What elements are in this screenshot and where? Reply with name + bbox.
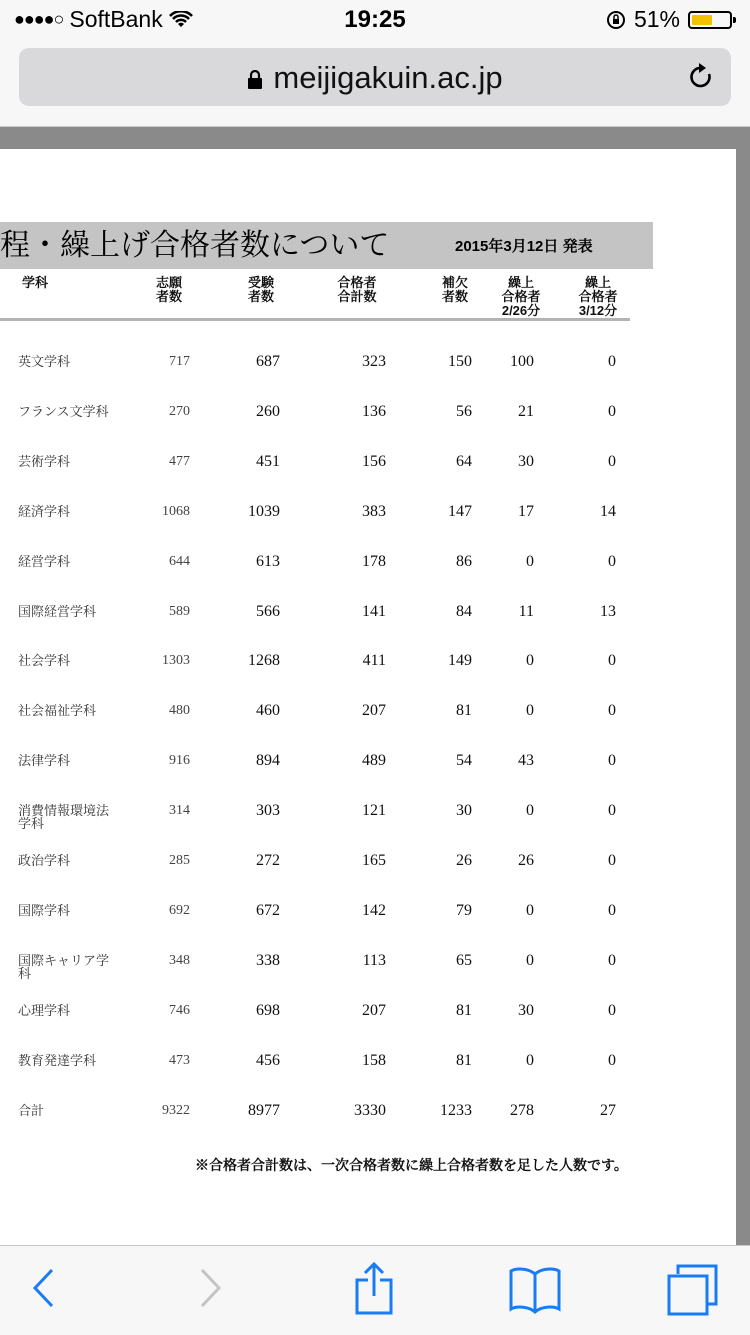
cell-examinees: 451 — [256, 453, 280, 470]
dept-name: 法律学科 — [18, 753, 71, 768]
cell-applicants: 348 — [169, 953, 190, 968]
cell-applicants: 1068 — [162, 504, 190, 519]
battery-percent: 51% — [633, 6, 680, 32]
cell-p1: 0 — [526, 802, 534, 819]
header-passed-total: 合格者 合計数 — [337, 275, 377, 304]
cell-examinees: 672 — [256, 902, 280, 919]
header-promoted-0312: 繰上 合格者 3/12分 — [578, 275, 618, 318]
cell-absent: 81 — [456, 1002, 472, 1019]
header-examinees: 受験 者数 — [247, 275, 274, 304]
cell-p2: 0 — [608, 802, 616, 819]
cell-p1: 0 — [526, 952, 534, 969]
cell-p2: 0 — [608, 902, 616, 919]
cell-examinees: 460 — [256, 702, 280, 719]
dept-name: 心理学科 — [18, 1003, 71, 1018]
cell-p1: 30 — [518, 1002, 534, 1019]
cell-passed: 165 — [362, 852, 386, 869]
cell-absent: 150 — [448, 353, 472, 370]
battery-icon — [688, 11, 732, 29]
cell-examinees: 338 — [256, 952, 280, 969]
status-bar — [0, 0, 750, 40]
announcement-date: 2015年3月12日 発表 — [455, 238, 593, 255]
cell-absent: 65 — [456, 952, 472, 969]
cell-p1: 100 — [510, 353, 534, 370]
cell-absent: 86 — [456, 553, 472, 570]
cell-applicants: 916 — [169, 753, 190, 768]
cell-examinees: 698 — [256, 1002, 280, 1019]
cell-examinees: 303 — [256, 802, 280, 819]
cell-p2: 0 — [608, 852, 616, 869]
cell-p2: 0 — [608, 652, 616, 669]
cell-applicants: 480 — [169, 703, 190, 718]
cell-absent: 30 — [456, 802, 472, 819]
cell-passed: 156 — [362, 453, 386, 470]
dept-name: 政治学科 — [18, 853, 71, 868]
carrier-name: SoftBank — [69, 6, 163, 32]
cell-p2: 0 — [608, 952, 616, 969]
browser-toolbar — [0, 1245, 750, 1335]
rotation-lock-icon — [606, 10, 626, 30]
table-row — [0, 1050, 640, 1100]
cell-passed: 323 — [362, 353, 386, 370]
reload-icon[interactable] — [687, 62, 715, 92]
cell-applicants: 589 — [169, 604, 190, 619]
tabs-icon[interactable] — [666, 1264, 720, 1316]
cell-applicants: 473 — [169, 1053, 190, 1068]
cell-passed: 207 — [362, 702, 386, 719]
cell-applicants: 314 — [169, 803, 190, 818]
cell-p1: 0 — [526, 1052, 534, 1069]
cell-p2: 0 — [608, 752, 616, 769]
table-row — [0, 700, 640, 750]
table-row — [0, 501, 640, 551]
cell-absent: 147 — [448, 503, 472, 520]
cell-p1: 43 — [518, 752, 534, 769]
cell-passed: 383 — [362, 503, 386, 520]
dept-name: 国際経営学科 — [18, 604, 97, 619]
cell-absent: 1233 — [440, 1102, 472, 1119]
table-row — [0, 650, 640, 700]
cell-p2: 0 — [608, 702, 616, 719]
dept-name: 社会学科 — [18, 653, 71, 668]
cell-p1: 21 — [518, 403, 534, 420]
cell-p2: 0 — [608, 1002, 616, 1019]
cell-passed: 141 — [362, 603, 386, 620]
title-banner — [0, 222, 653, 269]
cell-examinees: 1268 — [248, 652, 280, 669]
cell-p1: 30 — [518, 453, 534, 470]
header-dept: 学科 — [22, 275, 49, 290]
table-row — [0, 800, 640, 850]
cell-passed: 489 — [362, 752, 386, 769]
cell-p2: 14 — [600, 503, 616, 520]
cell-examinees: 613 — [256, 553, 280, 570]
cell-p2: 0 — [608, 553, 616, 570]
url-text: meijigakuin.ac.jp — [273, 60, 503, 95]
table-row — [0, 401, 640, 451]
dept-name: 芸術学科 — [18, 454, 71, 469]
cell-passed: 113 — [362, 952, 386, 969]
lock-icon — [247, 70, 263, 90]
table-row — [0, 1100, 640, 1150]
table-row — [0, 451, 640, 501]
cell-applicants: 270 — [169, 404, 190, 419]
table-row — [0, 750, 640, 800]
dept-name: 社会福祉学科 — [18, 703, 97, 718]
cell-p1: 278 — [510, 1102, 534, 1119]
cell-p2: 0 — [608, 353, 616, 370]
cell-p1: 26 — [518, 852, 534, 869]
pdf-page — [0, 149, 736, 1245]
cell-passed: 411 — [362, 652, 386, 669]
dept-name: 消費情報環境法学科 — [18, 803, 110, 831]
cell-p2: 27 — [600, 1102, 616, 1119]
cell-applicants: 285 — [169, 853, 190, 868]
cell-applicants: 692 — [169, 903, 190, 918]
cell-absent: 64 — [456, 453, 472, 470]
dept-name: 国際学科 — [18, 903, 71, 918]
cell-absent: 149 — [448, 652, 472, 669]
cell-passed: 3330 — [354, 1102, 386, 1119]
table-row — [0, 1000, 640, 1050]
cell-applicants: 717 — [169, 354, 190, 369]
cell-p2: 0 — [608, 403, 616, 420]
header-divider — [0, 318, 630, 321]
share-icon[interactable] — [354, 1262, 394, 1316]
cell-applicants: 746 — [169, 1003, 190, 1018]
clock: 19:25 — [344, 6, 406, 33]
url-display[interactable] — [19, 60, 731, 96]
table-row — [0, 900, 640, 950]
signal-strength-icon: ●●●●○ — [14, 9, 64, 29]
cell-applicants: 477 — [169, 454, 190, 469]
header-applicants: 志願 者数 — [155, 275, 182, 304]
web-viewport[interactable] — [0, 127, 750, 1245]
footnote: ※合格者合計数は、一次合格者数に繰上合格者数を足した人数です。 — [195, 1157, 628, 1173]
address-bar[interactable] — [19, 48, 731, 106]
dept-name: 教育発達学科 — [18, 1053, 97, 1068]
cell-examinees: 1039 — [248, 503, 280, 520]
cell-passed: 136 — [362, 403, 386, 420]
cell-absent: 56 — [456, 403, 472, 420]
cell-p2: 13 — [600, 603, 616, 620]
cell-p1: 0 — [526, 902, 534, 919]
table-row — [0, 551, 640, 601]
cell-absent: 26 — [456, 852, 472, 869]
forward-icon[interactable] — [198, 1266, 224, 1310]
cell-applicants: 644 — [169, 554, 190, 569]
dept-name: 合計 — [18, 1103, 45, 1118]
header-promoted-0226: 繰上 合格者 2/26分 — [501, 275, 541, 318]
cell-passed: 142 — [362, 902, 386, 919]
cell-examinees: 894 — [256, 752, 280, 769]
table-row — [0, 850, 640, 900]
cell-p1: 17 — [518, 503, 534, 520]
cell-absent: 54 — [456, 752, 472, 769]
cell-passed: 178 — [362, 553, 386, 570]
dept-name: フランス文学科 — [18, 404, 109, 419]
cell-examinees: 260 — [256, 403, 280, 420]
dept-name: 経営学科 — [18, 554, 71, 569]
cell-p1: 0 — [526, 652, 534, 669]
battery-info — [606, 6, 732, 33]
page-title: 程・繰上げ合格者数について — [0, 229, 390, 262]
cell-absent: 81 — [456, 702, 472, 719]
browser-address-area — [0, 40, 750, 127]
cell-applicants: 1303 — [162, 653, 190, 668]
cell-absent: 81 — [456, 1052, 472, 1069]
cell-passed: 158 — [362, 1052, 386, 1069]
cell-p2: 0 — [608, 453, 616, 470]
table-row — [0, 950, 640, 1000]
cell-absent: 84 — [456, 603, 472, 620]
table-row — [0, 601, 640, 651]
cell-absent: 79 — [456, 902, 472, 919]
cell-passed: 121 — [362, 802, 386, 819]
cell-p2: 0 — [608, 1052, 616, 1069]
cell-p1: 11 — [518, 603, 534, 620]
cell-examinees: 566 — [256, 603, 280, 620]
header-absent: 補欠 者数 — [441, 275, 468, 304]
cell-examinees: 687 — [256, 353, 280, 370]
cell-applicants: 9322 — [162, 1103, 190, 1118]
table-row — [0, 351, 640, 401]
dept-name: 経済学科 — [18, 504, 71, 519]
cell-p1: 0 — [526, 702, 534, 719]
cell-examinees: 456 — [256, 1052, 280, 1069]
back-icon[interactable] — [30, 1266, 56, 1310]
dept-name: 国際キャリア学科 — [18, 953, 110, 981]
cell-passed: 207 — [362, 1002, 386, 1019]
dept-name: 英文学科 — [18, 354, 71, 369]
cell-examinees: 272 — [256, 852, 280, 869]
bookmarks-icon[interactable] — [508, 1266, 562, 1314]
cell-p1: 0 — [526, 553, 534, 570]
cell-examinees: 8977 — [248, 1102, 280, 1119]
